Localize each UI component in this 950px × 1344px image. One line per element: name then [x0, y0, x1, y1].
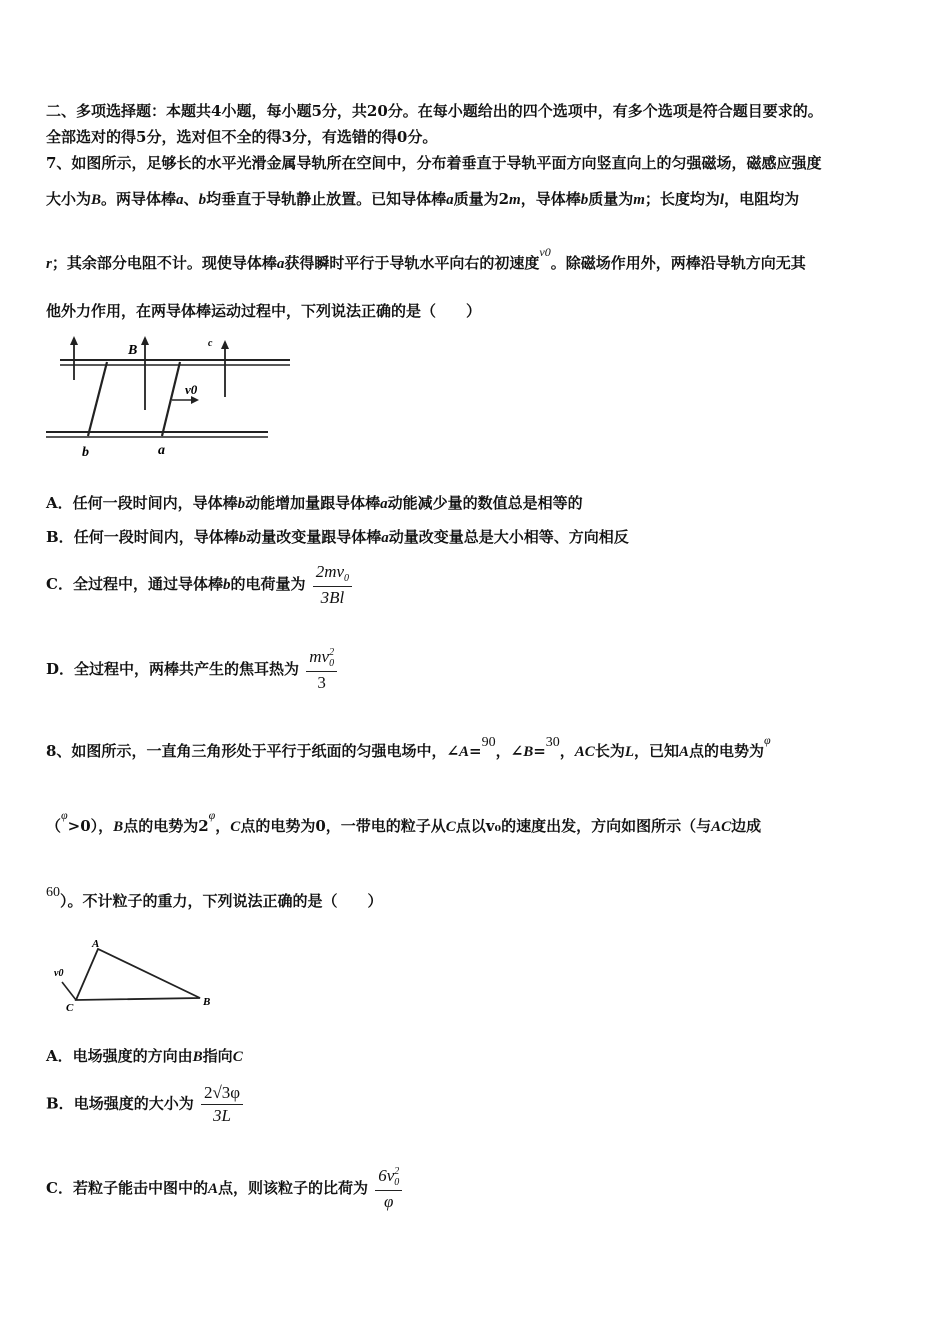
fig-label-c: c	[208, 338, 213, 349]
q8-stem-line2: （$^\varphi$>0），B点的电势为$2^\varphi$，C点的电势为0，一带电的粒子从C点以v₀的速度出发，方向如图所示（与AC边成	[46, 808, 762, 835]
v0-symbol: v0	[539, 245, 551, 259]
fig-label-C: C	[66, 1002, 74, 1014]
q7-rails-figure	[40, 332, 300, 462]
q8-option-a: A．电场强度的方向由B指向C	[46, 1047, 243, 1065]
q7-stem-line1: 7、如图所示，足够长的水平光滑金属导轨所在空间中，分布着垂直于导轨平面方向竖直向上的匀强磁场，磁感应强度	[46, 154, 822, 172]
fig-label-a: a	[158, 443, 165, 458]
q7-stem-line2: 大小为B。两导体棒a、b均垂直于导轨静止放置。已知导体棒a质量为2m，导体棒b质量为m；长度均为l，电阻均为	[46, 190, 800, 208]
q7-option-a: A．任何一段时间内，导体棒b动能增加量跟导体棒a动能减少量的数值总是相等的	[46, 494, 583, 512]
fig-label-A: A	[92, 938, 100, 950]
field-fraction: $\frac{2√3\varphi}{3L}$	[201, 1082, 243, 1127]
q7-option-c: C．全过程中，通过导体棒b的电荷量为 $\frac{2mv_0}{3Bl}$	[46, 561, 354, 609]
heat-fraction: $\frac{mv_0^2}{3}$	[306, 646, 337, 694]
fig-label-B8: B	[203, 996, 211, 1008]
section-scoring: 全部选对的得5分，选对但不全的得3分，有选错的得0分。	[46, 128, 438, 146]
q8-option-c: C．若粒子能击中图中的A点，则该粒子的比荷为 $\frac{6v_0^2}{\varphi}$	[46, 1165, 404, 1213]
fig-label-b: b	[82, 445, 89, 460]
q7-option-d: D．全过程中，两棒共产生的焦耳热为 $\frac{mv_0^2}{3}$	[46, 646, 339, 694]
q8-option-b: B．电场强度的大小为 $\frac{2√3\varphi}{3L}$	[46, 1082, 245, 1127]
q7-option-b: B．任何一段时间内，导体棒b动量改变量跟导体棒a动量改变量总是大小相等、方向相反	[46, 528, 629, 546]
q7-stem-line3: r；其余部分电阻不计。现使导体棒a获得瞬时平行于导轨水平向右的初速度$^{v0}$。除磁场作用外，两棒沿导轨方向无其	[46, 245, 806, 272]
q7-stem-line4: 他外力作用，在两导体棒运动过程中，下列说法正确的是（ ）	[46, 302, 482, 320]
fig-label-v0-8: v0	[54, 968, 64, 979]
fig-label-B: B	[128, 343, 138, 358]
charge-fraction: $\frac{2mv_0}{3Bl}$	[313, 561, 352, 609]
ratio-fraction: $\frac{6v_0^2}{\varphi}$	[375, 1165, 402, 1213]
section-title: 二、多项选择题：本题共4小题，每小题5分，共20分。在每小题给出的四个选项中，有多个选项是符合题目要求的。	[46, 102, 823, 120]
q8-stem-line3: 60）。不计粒子的重力，下列说法正确的是（ ）	[46, 885, 383, 910]
q8-stem-line1: 8、如图所示，一直角三角形处于平行于纸面的匀强电场中，∠A=90，∠B=30，AC长为L，已知A点的电势为$^\varphi$	[46, 733, 771, 760]
fig-label-v0: v0	[185, 382, 198, 397]
q8-triangle-figure	[48, 936, 223, 1016]
